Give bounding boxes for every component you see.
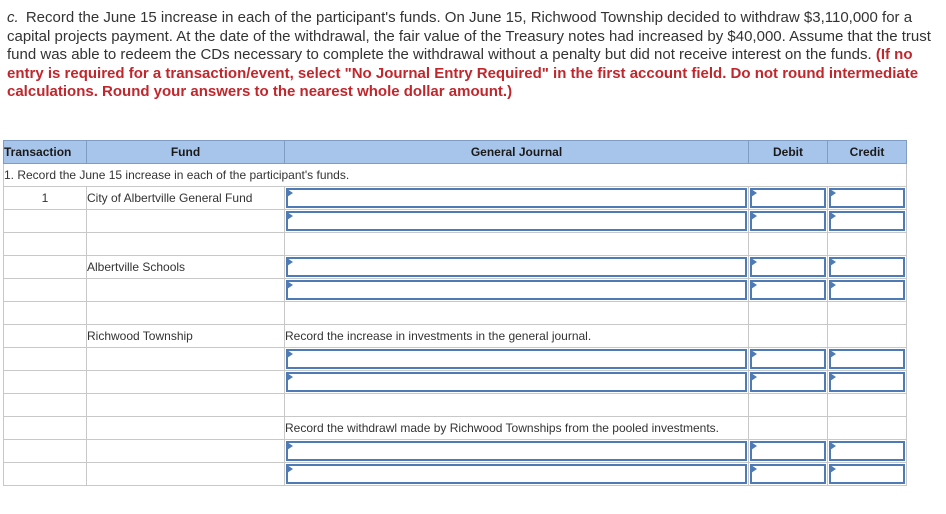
- section-row: [4, 164, 907, 187]
- table-row: [4, 417, 907, 440]
- increase-note: Record the increase in investments in the general journal.: [285, 325, 749, 348]
- debit-input[interactable]: [750, 188, 826, 208]
- account-select[interactable]: [286, 464, 747, 484]
- debit-input[interactable]: [750, 257, 826, 277]
- credit-input[interactable]: [829, 464, 905, 484]
- instructions: [7, 9, 943, 102]
- debit-input[interactable]: [750, 372, 826, 392]
- table-row: [4, 279, 907, 302]
- table-row: [4, 210, 907, 233]
- account-select[interactable]: [286, 211, 747, 231]
- instructions-text: Record the June 15 increase in each of the participant's funds. On June 15, Richwood Township decided to withdraw $3,110,000 for a capital projects payment. At the date of the withdrawal, the fair value of the Treasury notes had increased by $40,000. Assume that the trust fund was able to redeem the CDs necessary to complete the withdrawal without a penalty but did not receive interest on the funds.: [7, 9, 931, 63]
- instructions-note: (If no entry is required for a transaction/event, select "No Journal Entry Required" in the first account field. Do not round intermediate calculations. Round your answers to the nearest whole dollar amount.): [7, 46, 919, 100]
- table-row: [4, 325, 907, 348]
- part-letter: c.: [7, 9, 19, 26]
- table-row: [4, 187, 907, 210]
- debit-header: Debit: [749, 141, 828, 164]
- withdrawal-note: Record the withdrawl made by Richwood Townships from the pooled investments.: [285, 417, 749, 440]
- account-select[interactable]: [286, 188, 747, 208]
- account-select[interactable]: [286, 257, 747, 277]
- credit-header: Credit: [828, 141, 907, 164]
- fund-label-richwood: Richwood Township: [87, 325, 285, 348]
- fund-header: Fund: [87, 141, 285, 164]
- debit-input[interactable]: [750, 211, 826, 231]
- debit-input[interactable]: [750, 280, 826, 300]
- credit-input[interactable]: [829, 257, 905, 277]
- table-row: [4, 371, 907, 394]
- table-row: [4, 440, 907, 463]
- credit-input[interactable]: [829, 372, 905, 392]
- transaction-number: 1: [4, 187, 87, 210]
- debit-input[interactable]: [750, 464, 826, 484]
- account-select[interactable]: [286, 372, 747, 392]
- blank-row: [4, 233, 907, 256]
- account-select[interactable]: [286, 441, 747, 461]
- journal-entry-table: [3, 140, 907, 486]
- table-row: [4, 348, 907, 371]
- account-select[interactable]: [286, 349, 747, 369]
- blank-row: [4, 302, 907, 325]
- transaction-header: Transaction: [4, 141, 87, 164]
- blank-row: [4, 394, 907, 417]
- table-row: [4, 463, 907, 486]
- section-title: 1. Record the June 15 increase in each of the participant's funds.: [4, 164, 907, 187]
- credit-input[interactable]: [829, 211, 905, 231]
- credit-input[interactable]: [829, 441, 905, 461]
- debit-input[interactable]: [750, 349, 826, 369]
- credit-input[interactable]: [829, 280, 905, 300]
- fund-label-city: City of Albertville General Fund: [87, 187, 285, 210]
- credit-input[interactable]: [829, 349, 905, 369]
- general-journal-header: General Journal: [285, 141, 749, 164]
- header-row: [4, 141, 907, 164]
- debit-input[interactable]: [750, 441, 826, 461]
- account-select[interactable]: [286, 280, 747, 300]
- credit-input[interactable]: [829, 188, 905, 208]
- table-row: [4, 256, 907, 279]
- fund-label-schools: Albertville Schools: [87, 256, 285, 279]
